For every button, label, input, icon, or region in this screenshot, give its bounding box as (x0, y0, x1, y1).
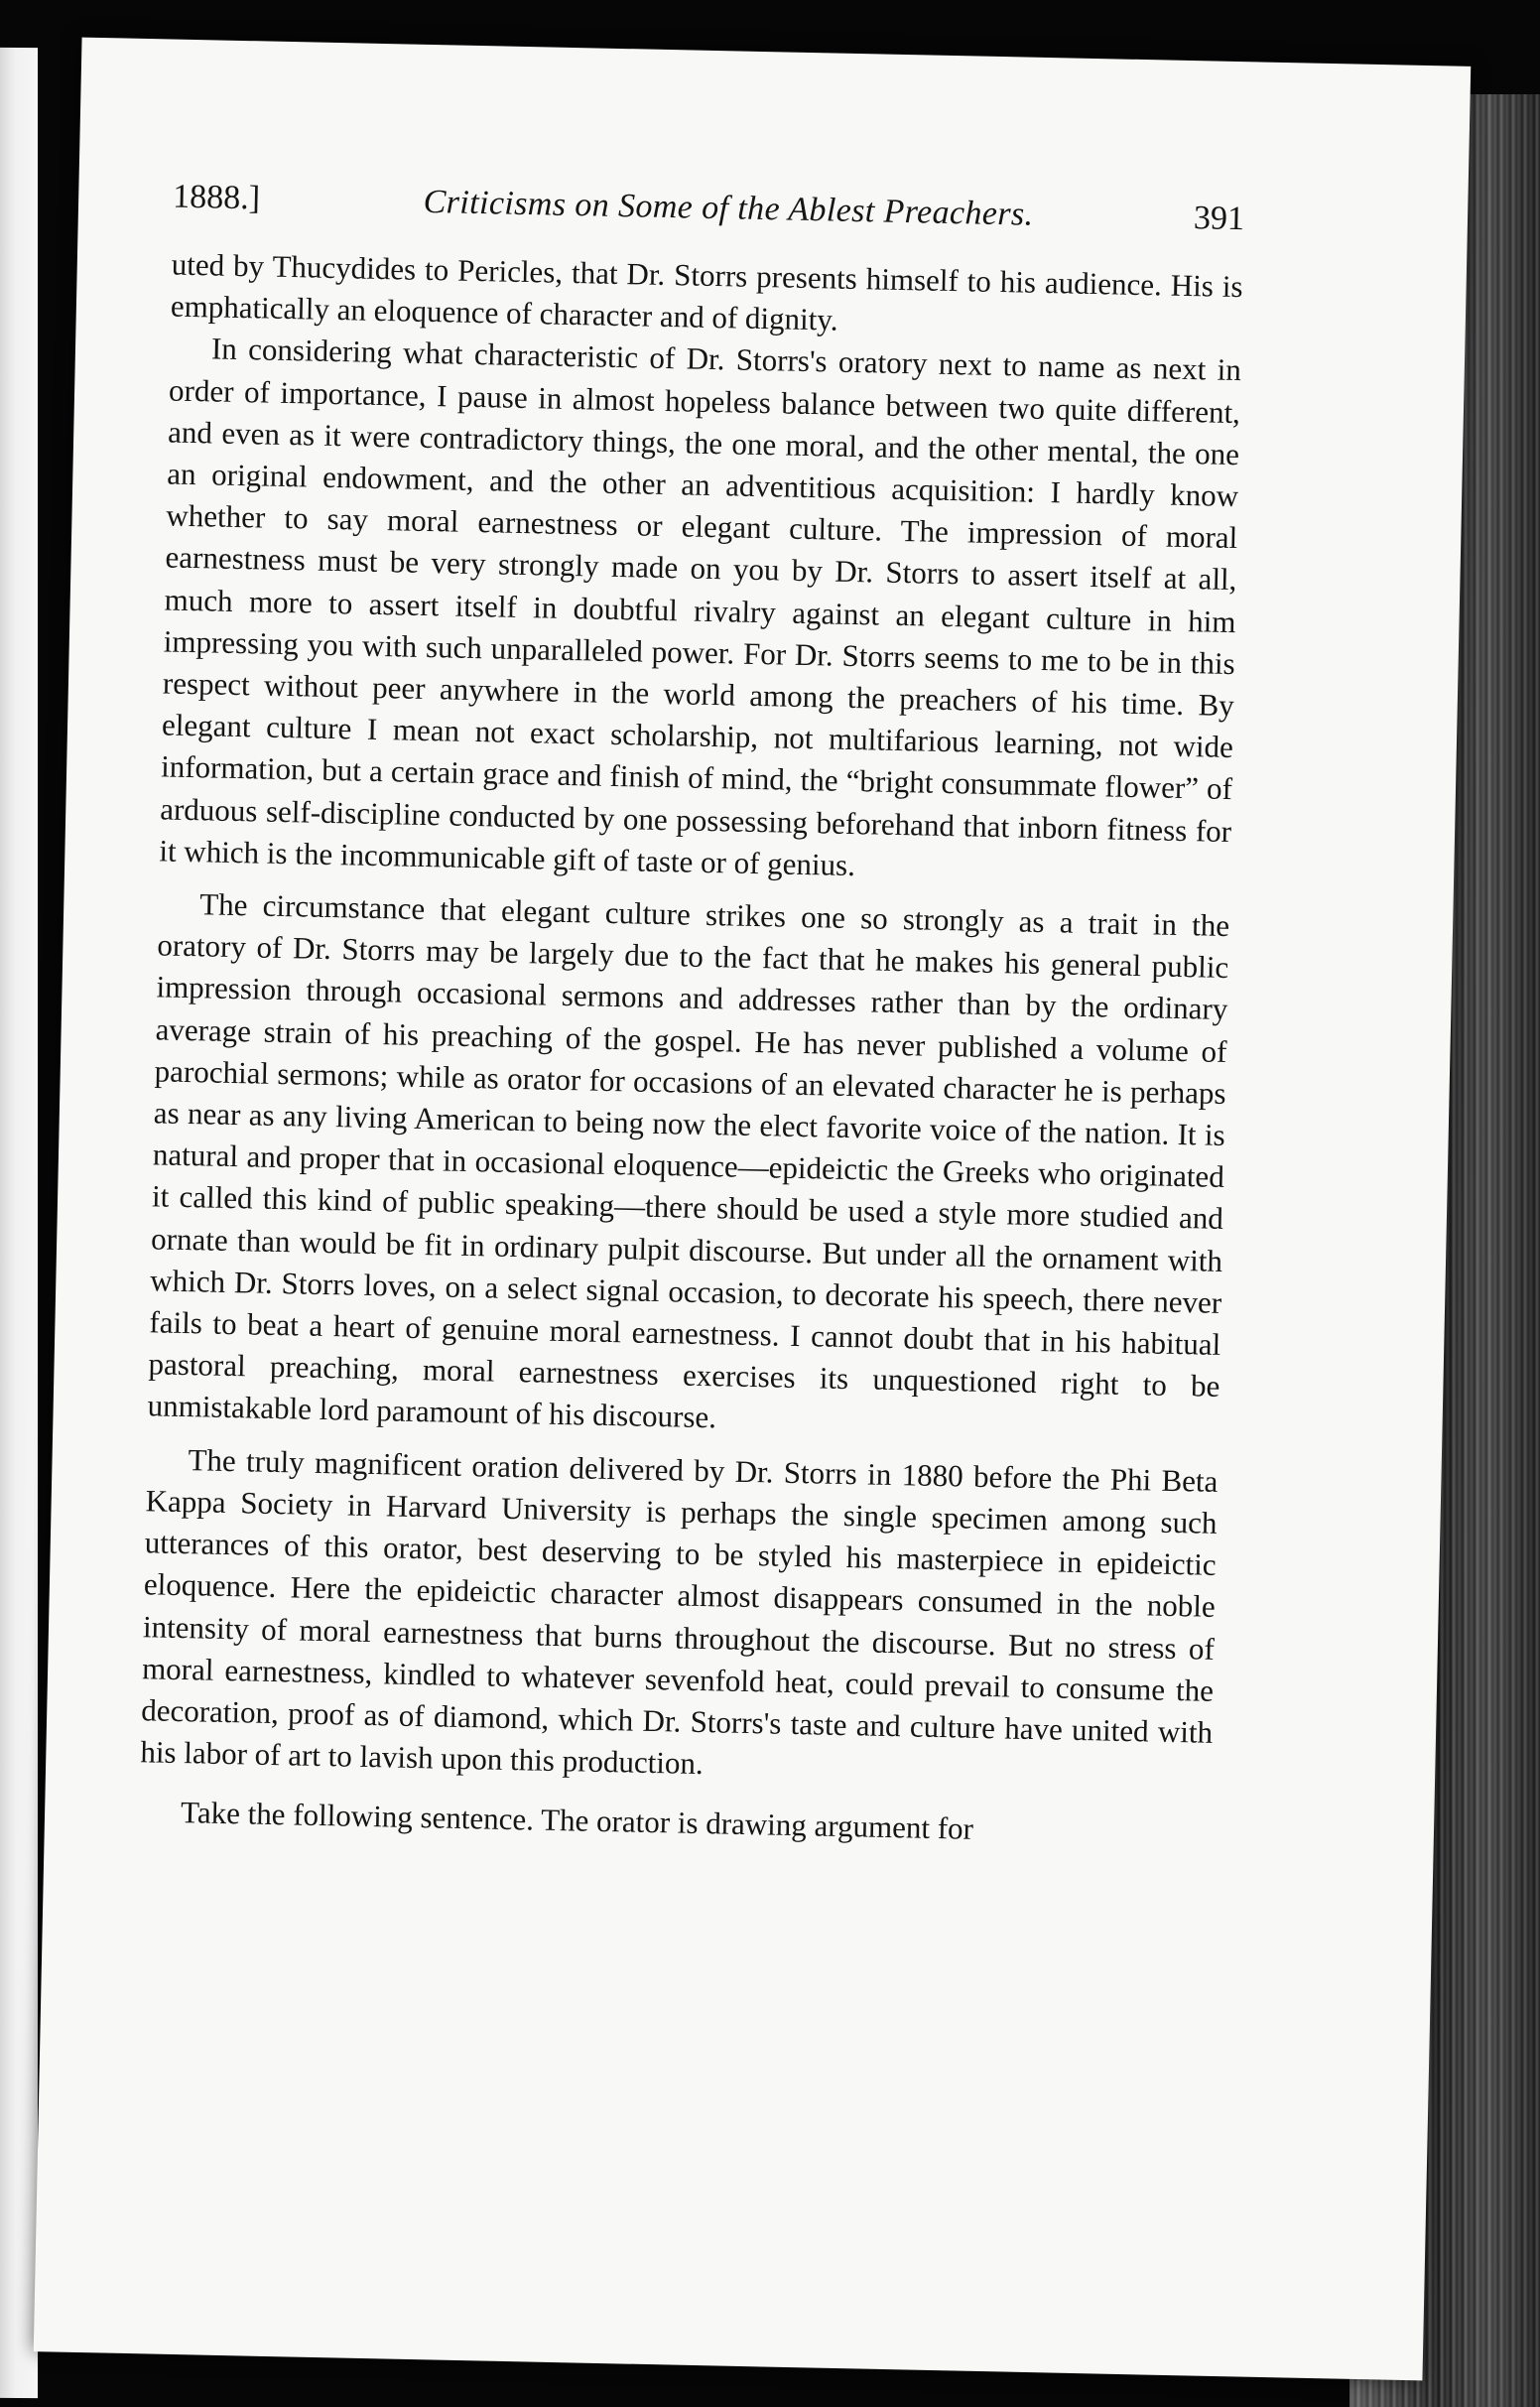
paragraph-1: uted by Thucydides to Pericles, that Dr. Storrs presents himself to his audience. His is emphatically an eloquence of character and of dignity. (170, 246, 1243, 337)
paragraph-5: Take the following sentence. The orator is drawing argument for (180, 1795, 974, 1847)
page-content (139, 179, 1245, 1856)
header-year: 1888.] (172, 178, 261, 217)
header-title: Criticisms on Some of the Ablest Preachers. (423, 183, 1034, 233)
adjacent-page-edge (0, 48, 38, 2398)
paragraph-2: In considering what characteristic of Dr. Storrs's oratory next to name as next in order of importance, I pause in almost hopeless balance between two quite different, and even as it were contradictory things, the one moral, and the other mental, the one an original endowment, and the other an adventitious acquisition: I hardly know whether to say moral earnestness or elegant culture. The impression of moral earnestness must be very strongly made on you by Dr. Storrs to assert itself at all, much more to assert itself in doubtful rivalry against an elegant culture in him impressing you with such unparalleled power. For Dr. Storrs seems to me to be in this respect without peer anywhere in the world among the preachers of his time. By elegant culture I mean not exact scholarship, not multifarious learning, not wide information, but a certain grace and finish of mind, the “bright consummate flower” of arduous self-discipline conducted by one possessing beforehand that inborn fitness for it which is the incommunicable gift of taste or of genius. (159, 331, 1242, 882)
scanned-book-page (34, 38, 1472, 2381)
body-text (139, 244, 1243, 1856)
running-header (173, 179, 1245, 249)
paragraph-4: The truly magnificent oration delivered by Dr. Storrs in 1880 before the Phi Beta Kappa Society in Harvard University is perhaps the single specimen among such utterances of this orator, best deserving to be styled his masterpiece in epideictic eloquence. Here the epideictic character almost disappears consumed in the noble intensity of moral earnestness that burns throughout the discourse. But no stress of moral earnestness, kindled to whatever sevenfold heat, could prevail to consume the decoration, proof as of diamond, which Dr. Storrs's taste and culture have united with his labor of art to lavish upon this production. (140, 1441, 1219, 1782)
paragraph-3: The circumstance that elegant culture strikes one so strongly as a trait in the oratory of Dr. Storrs may be largely due to the fact that he makes his general public impression through occasional sermons and addresses rather than by the ordinary average strain of his preaching of the gospel. He has never published a volume of parochial sermons; while as orator for occasions of an elevated character he is perhaps as near as any living American to being now the elect favorite voice of the nation. It is natural and proper that in occasional eloquence—epideictic the Greeks who originated it called this kind of public speaking—there should be used a style more studied and ornate than would be fit in ordinary pulpit discourse. But under all the ornament with which Dr. Storrs loves, on a select signal occasion, to decorate his speech, there never fails to beat a heart of genuine moral earnestness. I cannot doubt that in his habitual pastoral preaching, moral earnestness exercises its unquestioned right to be unmistakable lord paramount of his discourse. (147, 886, 1230, 1435)
page-number: 391 (1193, 200, 1245, 238)
